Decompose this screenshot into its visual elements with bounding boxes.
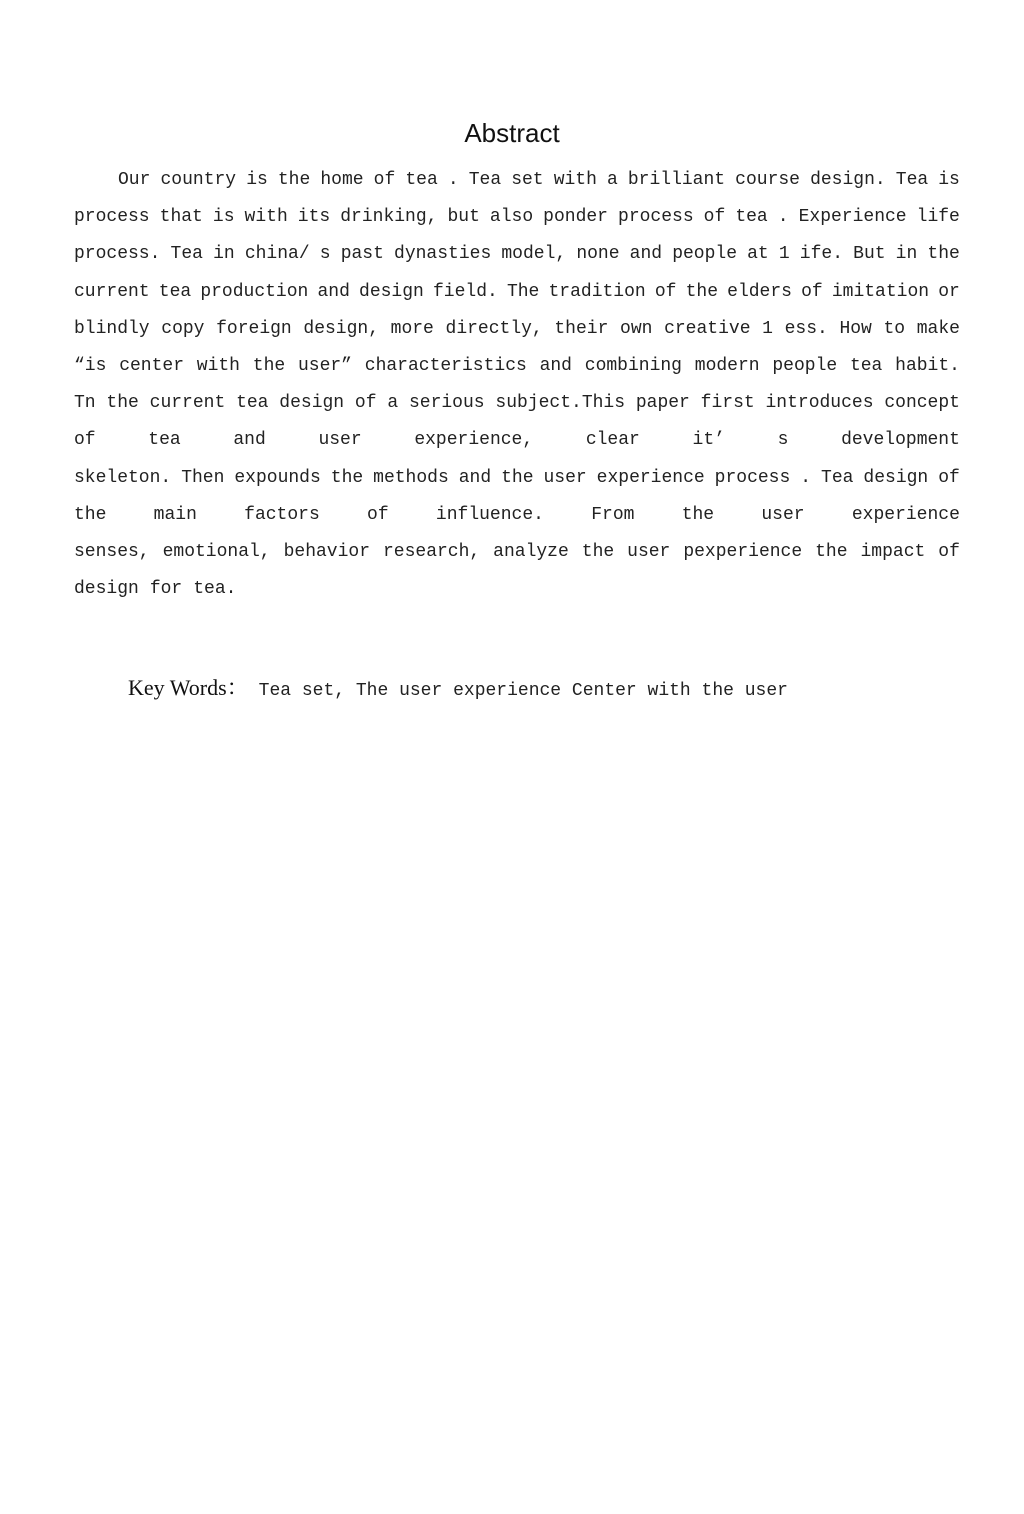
abstract-word: Tea — [895, 170, 929, 190]
abstract-word: that — [159, 207, 203, 228]
abstract-word: design — [863, 467, 929, 488]
abstract-line — [74, 571, 960, 608]
abstract-word: creative — [664, 318, 751, 339]
abstract-word: tea — [148, 430, 181, 451]
abstract-word: characteristics — [364, 355, 527, 376]
abstract-word: experience — [851, 504, 960, 525]
abstract-line — [74, 348, 960, 385]
abstract-word: current — [74, 281, 150, 302]
abstract-line — [74, 236, 960, 273]
abstract-word: skeleton. — [74, 467, 172, 488]
abstract-word: process. — [74, 244, 161, 265]
abstract-word: experience — [596, 467, 705, 488]
abstract-word: but — [447, 207, 480, 228]
abstract-word: directly, — [445, 318, 543, 339]
abstract-paragraph — [74, 162, 960, 608]
abstract-word: the — [681, 504, 715, 525]
abstract-word: elders — [727, 281, 792, 302]
abstract-word: copy — [161, 318, 205, 339]
abstract-word: s — [777, 430, 789, 451]
abstract-word: it’ — [692, 430, 725, 451]
abstract-word: imitation — [831, 281, 930, 302]
abstract-word: is — [212, 207, 235, 228]
abstract-word: more — [390, 318, 434, 339]
abstract-word: . — [777, 207, 789, 228]
abstract-line — [74, 311, 960, 348]
abstract-word: user — [761, 504, 805, 525]
abstract-word: and — [458, 467, 492, 488]
abstract-word: of — [74, 430, 96, 451]
abstract-word: introduces — [765, 393, 874, 414]
abstract-word: From — [591, 504, 635, 525]
abstract-word: subject.This — [495, 393, 626, 414]
abstract-word: Experience — [798, 207, 907, 228]
abstract-word: current — [149, 393, 226, 414]
abstract-word: ife. — [799, 244, 844, 265]
abstract-word: design. — [810, 170, 886, 190]
abstract-word: impact — [860, 541, 926, 562]
abstract-word: process — [74, 207, 150, 228]
abstract-word: 1 — [762, 318, 773, 339]
abstract-word: methods — [373, 467, 449, 488]
abstract-word: emotional, — [162, 541, 271, 562]
abstract-word: first — [700, 393, 755, 414]
abstract-word: “is — [74, 355, 107, 376]
abstract-word: Tn — [74, 393, 96, 414]
abstract-word: center — [119, 355, 184, 376]
abstract-word: of — [354, 393, 377, 414]
abstract-word: serious — [408, 393, 485, 414]
abstract-line — [74, 460, 960, 497]
abstract-word: the — [501, 467, 534, 488]
abstract-word: dynasties — [394, 244, 492, 265]
abstract-word: Our — [118, 170, 151, 190]
abstract-word: own — [620, 318, 653, 339]
abstract-line — [74, 497, 960, 534]
abstract-word: Tea — [821, 467, 854, 488]
abstract-word: process — [618, 207, 694, 228]
abstract-line — [74, 534, 960, 571]
abstract-word: also — [489, 207, 534, 228]
abstract-word: the — [277, 170, 311, 190]
abstract-word: life — [916, 207, 960, 228]
abstract-word: expounds — [234, 467, 321, 488]
abstract-word: is — [246, 170, 268, 190]
abstract-line — [74, 422, 960, 459]
abstract-word: research, — [382, 541, 481, 562]
keywords-line — [128, 672, 788, 707]
abstract-word: country — [160, 170, 237, 190]
abstract-word: of — [373, 170, 396, 190]
abstract-word: modern — [694, 355, 760, 376]
abstract-word: of — [367, 504, 389, 525]
keywords-label: Key Words： — [128, 675, 249, 700]
abstract-word: of — [801, 281, 823, 302]
abstract-word: design — [74, 579, 139, 600]
abstract-word: the — [581, 541, 615, 562]
abstract-word: the — [927, 244, 960, 265]
abstract-word: development — [841, 430, 960, 451]
abstract-word: user — [543, 467, 587, 488]
abstract-word: production — [200, 281, 309, 302]
abstract-word: process — [714, 467, 791, 488]
abstract-word: and — [317, 281, 350, 302]
abstract-word: with — [196, 355, 240, 376]
abstract-word: habit. — [895, 355, 960, 376]
abstract-line — [74, 385, 960, 422]
abstract-word: drinking, — [340, 207, 438, 228]
abstract-line — [74, 199, 960, 236]
abstract-word: the — [815, 541, 848, 562]
abstract-word: design — [279, 393, 345, 414]
abstract-word: factors — [244, 504, 320, 525]
abstract-word: foreign — [216, 318, 292, 339]
abstract-word: user — [318, 430, 362, 451]
abstract-line — [74, 274, 960, 311]
abstract-word: in — [895, 244, 918, 265]
abstract-word: influence. — [435, 504, 544, 525]
abstract-word: or — [938, 281, 960, 302]
abstract-word: model, — [501, 244, 567, 265]
abstract-word: the — [74, 504, 107, 525]
abstract-word: ponder — [543, 207, 608, 228]
abstract-word: at — [747, 244, 769, 265]
abstract-word: tea — [405, 170, 438, 190]
abstract-word: field. — [432, 281, 498, 302]
abstract-word: pexperience — [683, 541, 803, 562]
abstract-word: behavior — [283, 541, 371, 562]
abstract-word: people — [772, 355, 838, 376]
abstract-word: none — [576, 244, 620, 265]
abstract-word: tea. — [193, 579, 237, 600]
abstract-word: experience, — [414, 430, 534, 451]
abstract-word: ess. — [784, 318, 828, 339]
abstract-word: blindly — [74, 318, 150, 339]
abstract-word: of — [654, 281, 677, 302]
abstract-word: combining — [584, 355, 682, 376]
abstract-word: tradition — [548, 281, 646, 302]
abstract-word: with — [553, 170, 597, 190]
abstract-word: tea — [236, 393, 269, 414]
abstract-word: is — [938, 170, 960, 190]
abstract-word: and — [539, 355, 572, 376]
abstract-word: of — [938, 541, 960, 562]
abstract-word: tea — [158, 281, 192, 302]
abstract-word: senses, — [74, 541, 150, 562]
abstract-word: Tea — [468, 170, 502, 190]
abstract-word: the — [685, 281, 718, 302]
abstract-word: make — [916, 318, 960, 339]
abstract-word: paper — [635, 393, 690, 414]
abstract-word: of — [938, 467, 960, 488]
abstract-word: home — [320, 170, 364, 190]
abstract-word: clear — [585, 430, 640, 451]
abstract-word: s — [319, 244, 331, 265]
abstract-word: people — [672, 244, 737, 265]
abstract-word: in — [213, 244, 235, 265]
abstract-word: Then — [181, 467, 225, 488]
abstract-word: But — [853, 244, 886, 265]
abstract-title: Abstract — [464, 118, 560, 148]
abstract-word: with — [244, 207, 288, 228]
abstract-word: their — [554, 318, 609, 339]
abstract-word: its — [297, 207, 331, 228]
abstract-word: set — [511, 170, 544, 190]
abstract-word: the — [252, 355, 286, 376]
abstract-word: How — [839, 318, 872, 339]
abstract-word: main — [153, 504, 197, 525]
abstract-line — [74, 162, 960, 199]
abstract-word: past — [340, 244, 384, 265]
abstract-word: user — [627, 541, 671, 562]
abstract-word: The — [506, 281, 540, 302]
abstract-word: course — [735, 170, 800, 190]
abstract-word: design — [359, 281, 424, 302]
abstract-word: 1 — [778, 244, 790, 265]
abstract-word: Tea — [170, 244, 203, 265]
abstract-word: china/ — [244, 244, 310, 265]
abstract-word: a — [606, 170, 618, 190]
abstract-word: a — [387, 393, 399, 414]
abstract-word: . — [447, 170, 459, 190]
abstract-word: design, — [303, 318, 380, 339]
abstract-word: brilliant — [627, 170, 726, 190]
abstract-word: and — [233, 430, 266, 451]
abstract-word: of — [703, 207, 726, 228]
abstract-word: tea — [849, 355, 883, 376]
abstract-word: for — [149, 579, 183, 600]
abstract-word: the — [330, 467, 364, 488]
abstract-word: and — [629, 244, 663, 265]
abstract-word: tea — [735, 207, 768, 228]
keywords-value: Tea set, The user experience Center with the user — [258, 681, 788, 701]
abstract-word: concept — [884, 393, 960, 414]
abstract-word: the — [106, 393, 139, 414]
abstract-word: to — [883, 318, 906, 339]
abstract-word: user” — [297, 355, 352, 376]
abstract-word: analyze — [493, 541, 569, 562]
abstract-word: . — [800, 467, 812, 488]
